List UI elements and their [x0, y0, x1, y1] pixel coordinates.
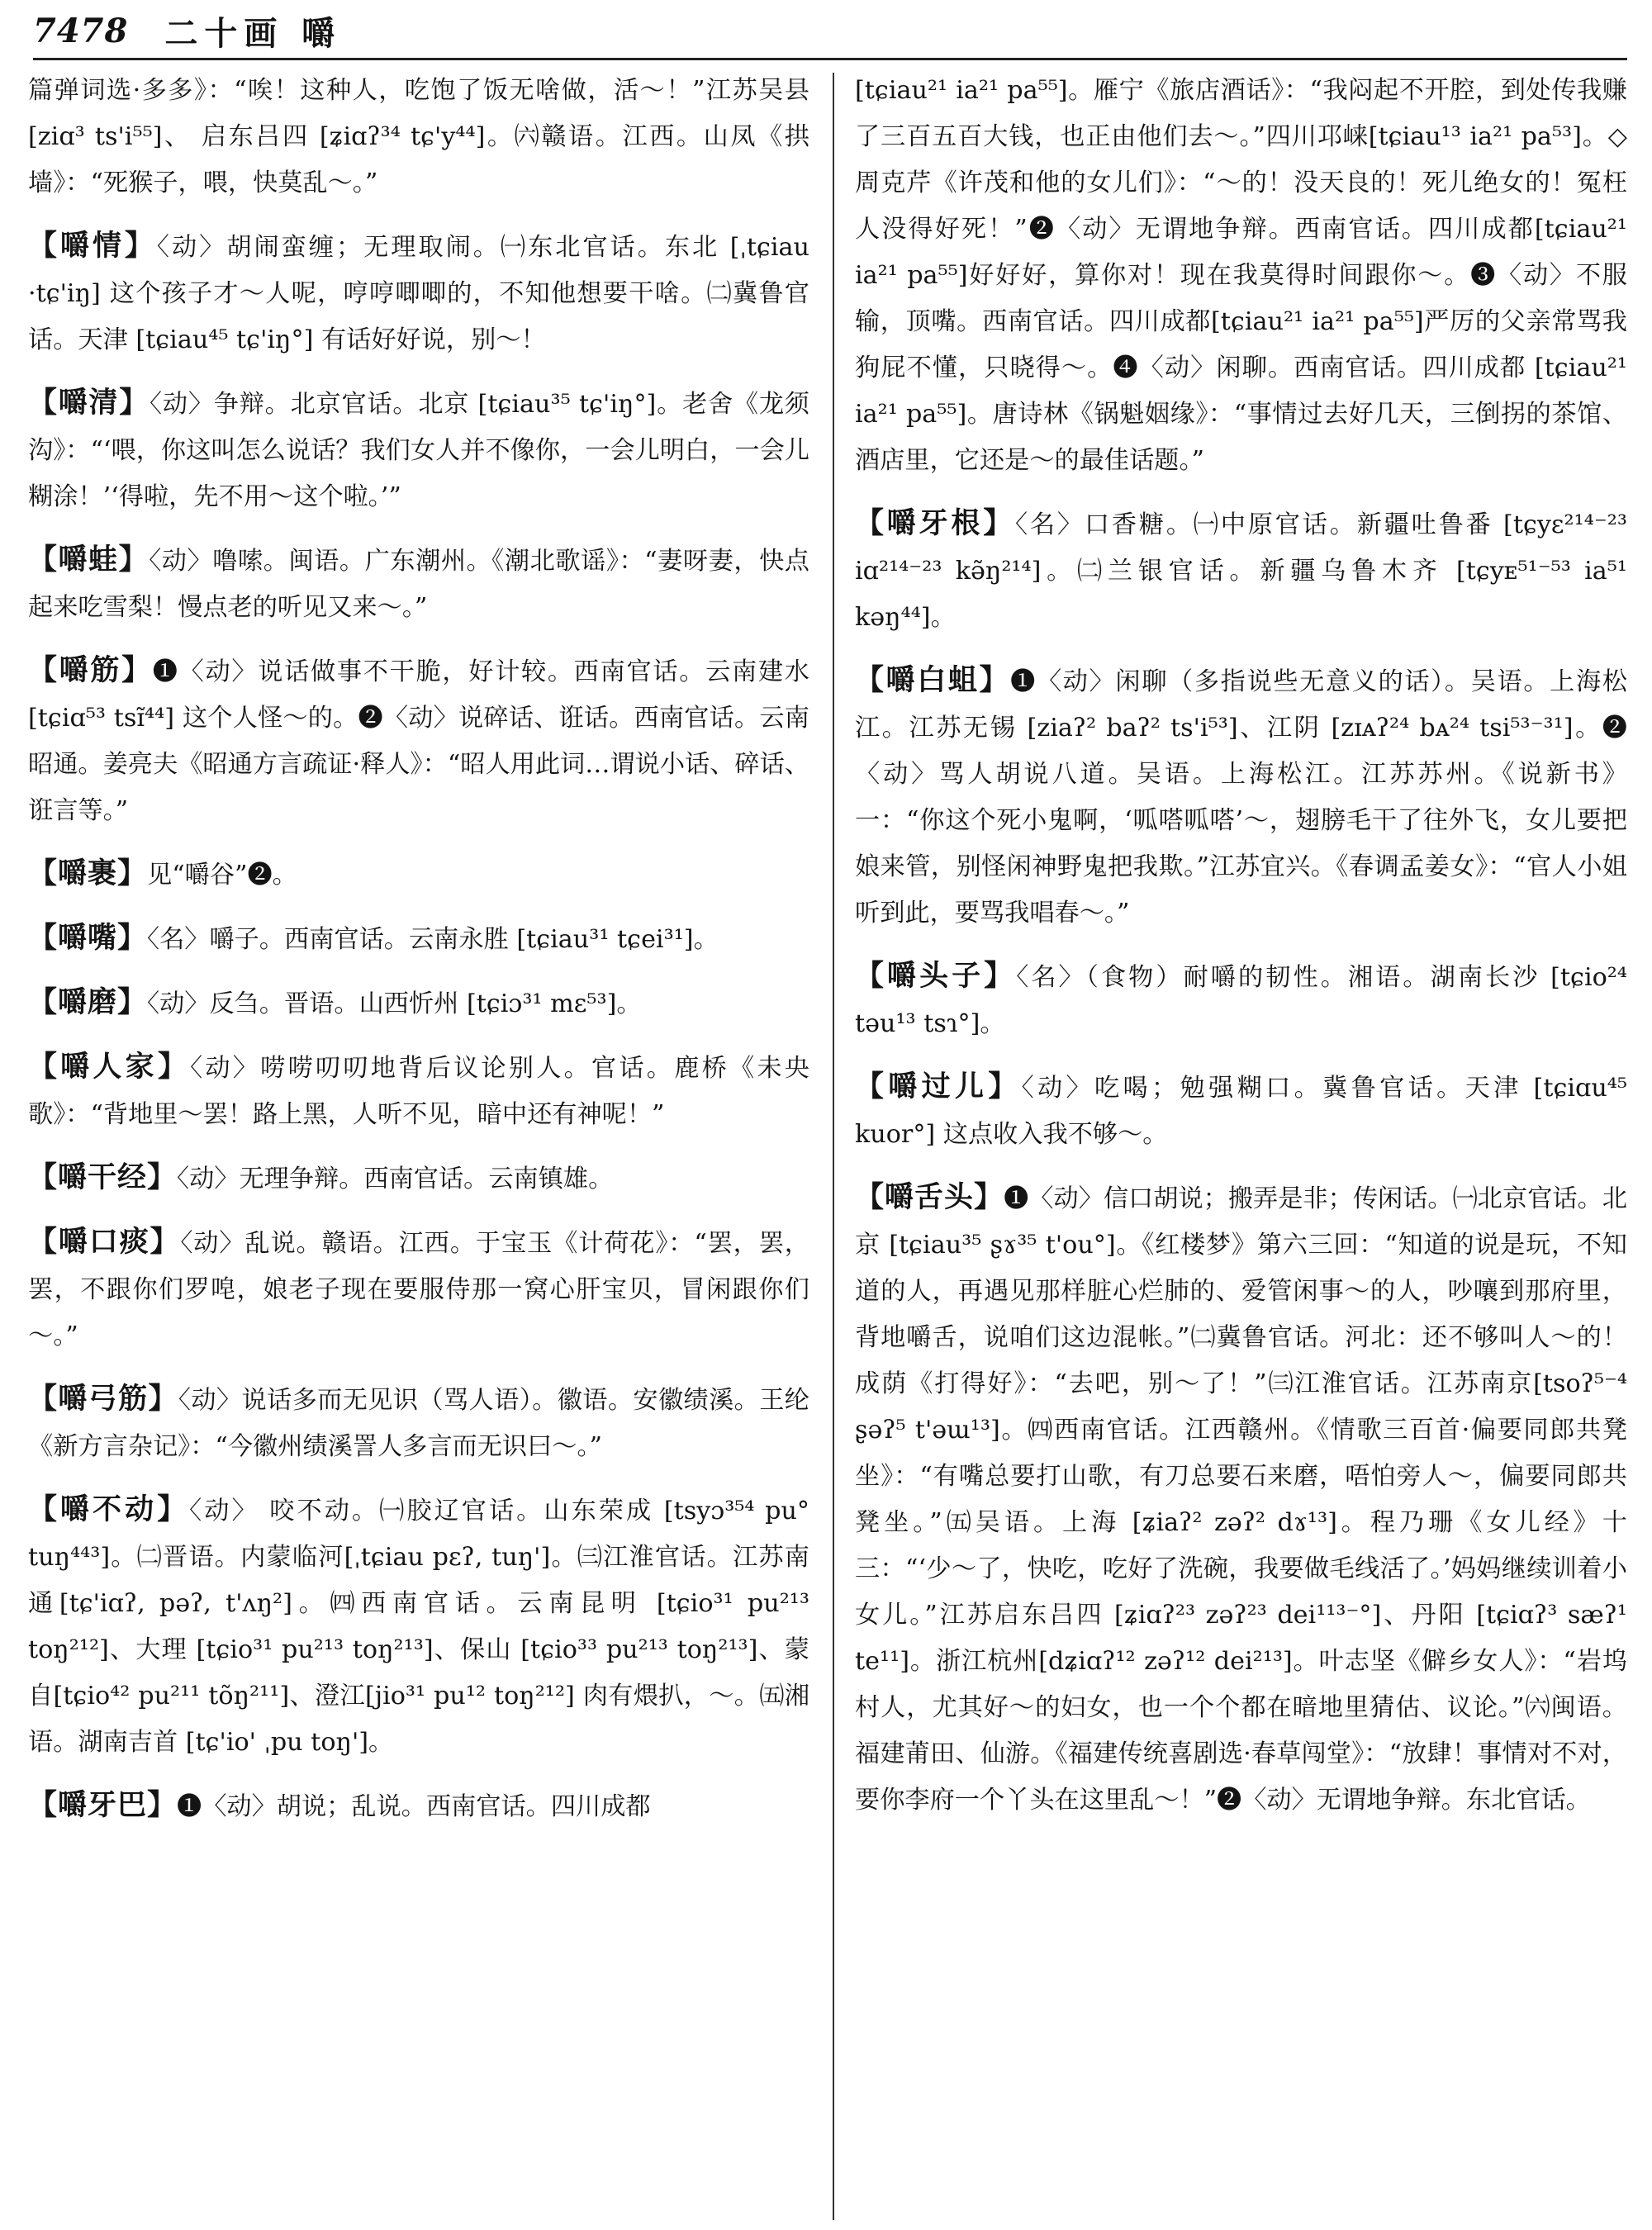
entry-headword: 【嚼干经】 [28, 1160, 178, 1194]
entry [855, 953, 1627, 1047]
entry-text: 篇弹词选·多多》：“唉！这种人，吃饱了饭无啥做，活～！”江苏吴县 [ziɑ³ ts'i⁵⁵]、 启东吕四 [ʑiɑʔ³⁴ tɕ'y⁴⁴]。㈥赣语。江西。山凤《拱墙》：“死猴子，喂，快莫乱～。” [28, 76, 809, 197]
entry [28, 1487, 809, 1766]
entry-text: 〈名〉（食物）耐嚼的韧性。湘语。湖南长沙 [tɕio²⁴ təu¹³ tsɿ°]。 [855, 963, 1627, 1038]
left-column [28, 66, 809, 2223]
entry [855, 1174, 1627, 1824]
entry [28, 380, 809, 520]
entry-text: ❶〈动〉信口胡说；搬弄是非；传闲话。㈠北京官话。北京 [tɕiau³⁵ ʂɤ³⁵ t'ou°]。《红楼梦》第六三回：“知道的说是玩，不知道的人，再遇见那样脏心烂肺的、爱管闲事～的人，吵嚷到那府里，背地嚼舌，说咱们这边混帐。”㈡冀鲁官话。河北：还不够叫人～的！成荫《打得好》：“去吧，别～了！”㈢江淮官话。江苏南京[tsoʔ⁵⁻⁴ ʂəʔ⁵ t'əɯ¹³]。㈣西南官话。江西赣州。《情歌三百首·偏要同郎共凳坐》：“有嘴总要打山歌，有刀总要石来磨，唔怕旁人～，偏要同郎共凳坐。”㈤吴语。上海 [ʑiaʔ² zəʔ² dɤ¹³]。程乃珊《女儿经》十三：“‘少～了，快吃，吃好了洗碗，我要做毛线活了。’妈妈继续训着小女儿。”江苏启东吕四 [ʑiɑʔ²³ zəʔ²³ dei¹¹³⁻°]、丹阳 [tɕiɑʔ³ sæʔ¹ te¹¹]。浙江杭州[dʑiɑʔ¹² zəʔ¹² dei²¹³]。叶志坚《僻乡女人》：“岩坞村人，尤其好～的妇女，也一个个都在暗地里猜估、议论。”㈥闽语。福建莆田、仙游。《福建传统喜剧选·春草闯堂》：“放肆！事情对不对，要你李府一个丫头在这里乱～！”❷〈动〉无谓地争辩。东北官话。 [855, 1184, 1627, 1815]
header-rule [33, 58, 1627, 60]
entry [28, 537, 809, 631]
entry-text: 〈动〉无理争辩。西南官话。云南镇雄。 [177, 1165, 614, 1193]
entry [28, 1044, 809, 1138]
entry [855, 501, 1627, 641]
entry-text: ❶〈动〉闲聊（多指说些无意义的话）。吴语。上海松江。江苏无锡 [ziaʔ² baʔ² ts'i⁵³]、江阴 [zɪᴀʔ²⁴ bᴀ²⁴ tsi⁵³⁻³¹]。❷〈动〉骂人胡说八道。吴语。上海松江。江苏苏州。《说新书》一：“你这个死小鬼啊，‘呱嗒呱嗒’～，翅膀毛干了往外飞，女儿要把娘来管，别怪闲神野鬼把我欺。”江苏宜兴。《春调孟姜女》：“官人小姐听到此，要骂我唱春～。” [855, 667, 1627, 928]
entry-headword: 【嚼牙根】 [855, 506, 1015, 540]
entry-headword: 【嚼舌头】 [855, 1180, 1004, 1214]
entry-headword: 【嚼不动】 [28, 1492, 190, 1526]
entry-text: 〈动〉吃喝；勉强糊口。冀鲁官话。天津 [tɕiɑu⁴⁵ kuor°] 这点收入我不够～。 [855, 1074, 1627, 1149]
entry-text: 〈动〉 咬不动。㈠胶辽官话。山东荣成 [tsyɔ³⁵⁴ pu° tuŋ⁴⁴³]。㈡晋语。内蒙临河[ˌtɕiau pɛʔ, tuŋ']。㈢江淮官话。江苏南通[tɕ'iɑʔ, pəʔ, t'ʌŋ²]。㈣西南官话。云南昆明 [tɕio³¹ pu²¹³ toŋ²¹²]、大理 [tɕio³¹ pu²¹³ toŋ²¹³]、保山 [tɕio³³ pu²¹³ toŋ²¹³]、蒙自[tɕio⁴² pu²¹¹ tõŋ²¹¹]、澄江[jio³¹ pu¹² toŋ²¹²] 肉有煨扒，～。㈤湘语。湖南吉首 [tɕ'io' ˌpu toŋ']。 [28, 1497, 809, 1757]
entry-headword: 【嚼过儿】 [855, 1070, 1022, 1103]
entry-headword: 【嚼白蛆】 [855, 663, 1011, 697]
section-title: 二十画 嚼 [164, 13, 342, 53]
entry [855, 1064, 1627, 1158]
entry [28, 66, 809, 206]
entry [28, 1376, 809, 1470]
right-column [855, 66, 1627, 2223]
entry-headword: 【嚼磨】 [28, 985, 148, 1019]
entry-headword: 【嚼情】 [28, 229, 157, 263]
entry-headword: 【嚼蛙】 [28, 543, 150, 576]
entry [28, 851, 809, 899]
entry-headword: 【嚼清】 [28, 386, 150, 420]
entry-headword: 【嚼嘴】 [28, 921, 148, 955]
entry-headword: 【嚼弓筋】 [28, 1382, 178, 1416]
entry-text: 〈名〉口香糖。㈠中原官话。新疆吐鲁番 [tɕyɛ²¹⁴⁻²³ iɑ²¹⁴⁻²³ kə̃ŋ²¹⁴]。㈡兰银官话。新疆乌鲁木齐 [tɕyᴇ⁵¹⁻⁵³ ia⁵¹ kəŋ⁴⁴]。 [855, 510, 1627, 632]
entry-headword: 【嚼牙巴】 [28, 1788, 178, 1822]
column-divider [833, 73, 834, 2220]
entry-headword: 【嚼人家】 [28, 1050, 191, 1084]
entry-text: 〈名〉嚼子。西南官话。云南永胜 [tɕiau³¹ tɕei³¹]。 [147, 925, 719, 954]
entry [855, 66, 1627, 484]
entry [28, 648, 809, 834]
entry-headword: 【嚼口痰】 [28, 1225, 181, 1259]
page-number: 7478 [33, 11, 129, 50]
entry-text: 〈动〉争辩。北京官话。北京 [tɕiau³⁵ tɕ'iŋ°]。老舍《龙须沟》：“‘喂，你这叫怎么说话？我们女人并不像你，一会儿明白，一会儿糊涂！’‘得啦，先不用～这个啦。’” [28, 390, 809, 511]
entry [28, 1782, 809, 1830]
entry-headword: 【嚼裹】 [28, 856, 148, 890]
entry [855, 657, 1627, 937]
entry-text: [tɕiau²¹ ia²¹ pa⁵⁵]。雁宁《旅店酒话》：“我闷起不开腔，到处传我赚了三百五百大钱，也正由他们去～。”四川邛崃[tɕiau¹³ ia²¹ pa⁵³]。◇周克芹《许茂和他的女儿们》：“～的！没天良的！死儿绝女的！冤枉人没得好死！”❷〈动〉无谓地争辩。西南官话。四川成都[tɕiau²¹ ia²¹ pa⁵⁵]好好好，算你对！现在我莫得时间跟你～。❸〈动〉不服输，顶嘴。西南官话。四川成都[tɕiau²¹ ia²¹ pa⁵⁵]严厉的父亲常骂我狗屁不懂，只晓得～。❹〈动〉闲聊。西南官话。四川成都 [tɕiau²¹ ia²¹ pa⁵⁵]。唐诗林《锅魁姻缘》：“事情过去好几天，三倒拐的茶馆、酒店里，它还是～的最佳话题。” [855, 76, 1627, 475]
entry [28, 223, 809, 363]
entry-text: 〈动〉唠唠叨叨地背后议论别人。官话。鹿桥《未央歌》：“背地里～罢！路上黑，人听不见，暗中还有神呢！” [28, 1054, 809, 1129]
entry-text: 〈动〉噜嗦。闽语。广东潮州。《潮北歌谣》：“妻呀妻，快点起来吃雪梨！慢点老的听见又来～。” [28, 547, 809, 622]
entry [28, 915, 809, 963]
entry-text: ❶〈动〉胡说；乱说。西南官话。四川成都 [177, 1792, 651, 1821]
entry-headword: 【嚼头子】 [855, 959, 1017, 993]
entry-headword: 【嚼筋】 [28, 653, 153, 687]
entry-text: 见“嚼谷”❷。 [147, 861, 297, 890]
entry [28, 1155, 809, 1203]
entry-text: ❶〈动〉说话做事不干脆，好计较。西南官话。云南建水[tɕiɑ⁵³ tsɪ̃⁴⁴] 这个人怪～的。❷〈动〉说碎话、诳话。西南官话。云南昭通。姜亮夫《昭通方言疏证·释人》：“昭人用此词…谓说小话、碎话、诳言等。” [28, 657, 809, 825]
entry-text: 〈动〉胡闹蛮缠；无理取闹。㈠东北官话。东北 [ˌtɕiau ·tɕ'iŋ] 这个孩子才～人呢，哼哼唧唧的，不知他想要干啥。㈡冀鲁官话。天津 [tɕiau⁴⁵ tɕ'iŋ°] 有话好好说，别～！ [28, 233, 809, 354]
entry [28, 980, 809, 1027]
page-header [33, 5, 1627, 56]
entry [28, 1219, 809, 1359]
entry-text: 〈动〉乱说。赣语。江西。于宝玉《计荷花》：“罢，罢，罢，不跟你们罗唣，娘老子现在要服侍那一窝心肝宝贝，冒闲跟你们～。” [28, 1229, 809, 1350]
entry-text: 〈动〉反刍。晋语。山西忻州 [tɕiɔ³¹ mɛ⁵³]。 [147, 989, 642, 1018]
entry-text: 〈动〉说话多而无见识（骂人语）。徽语。安徽绩溪。王纶《新方言杂记》：“今徽州绩溪詈人多言而无识曰～。” [28, 1386, 809, 1461]
